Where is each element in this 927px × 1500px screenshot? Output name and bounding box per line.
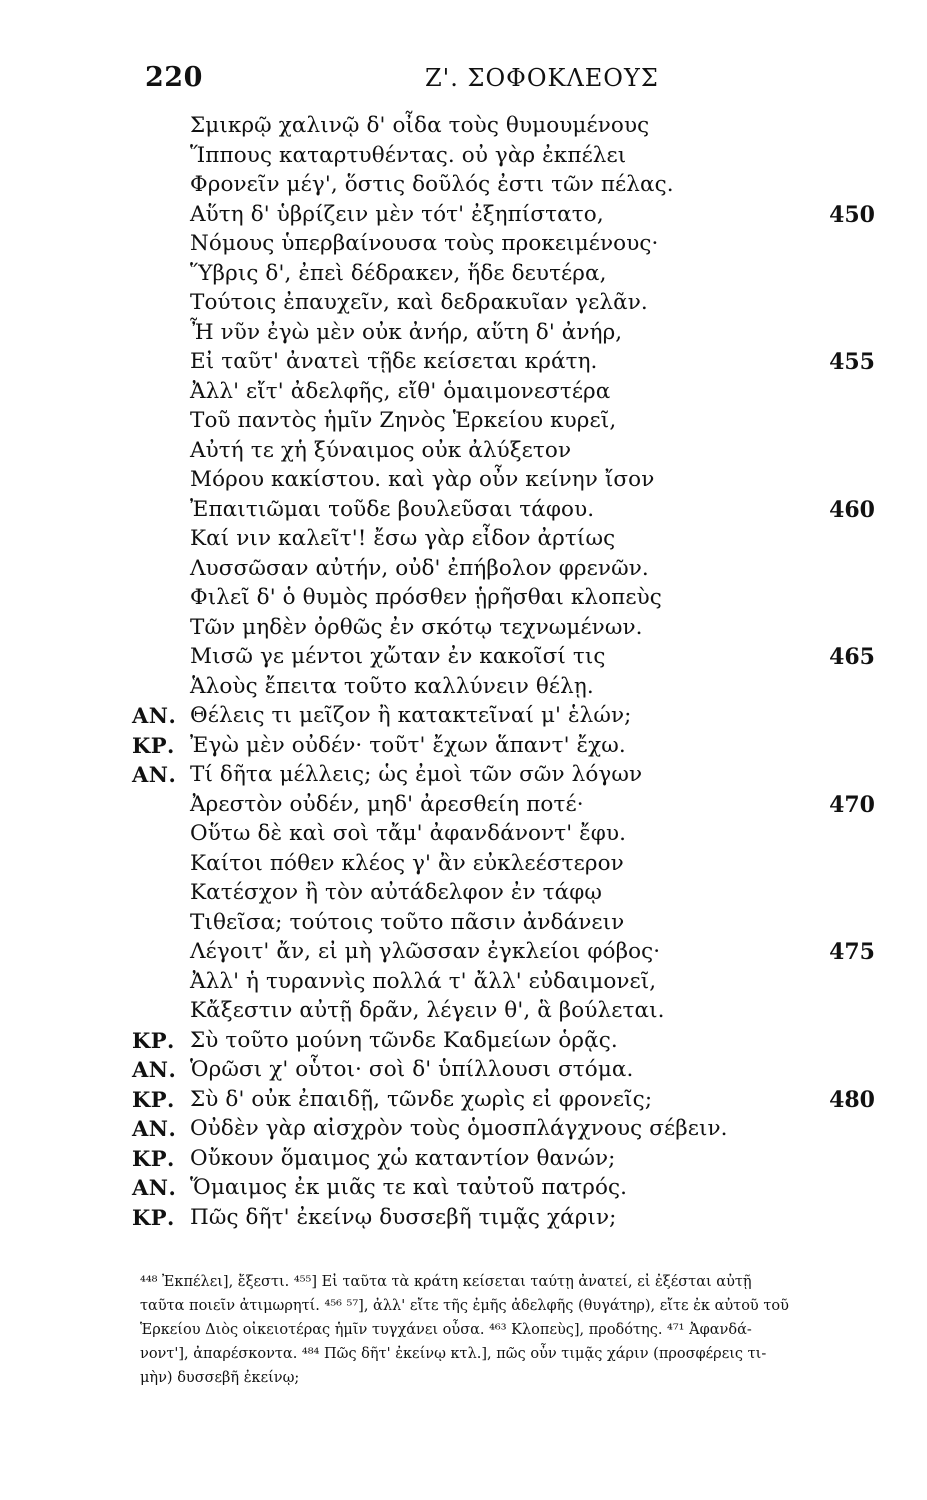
verse-line bbox=[0, 1087, 927, 1117]
speaker-label: ΑΝ. bbox=[132, 1057, 177, 1082]
line-number: 450 bbox=[829, 201, 875, 228]
verse-line bbox=[0, 1205, 927, 1235]
verse-text: Μισῶ γε μέντοι χὤταν ἐν κακοῖσί τις bbox=[190, 644, 606, 669]
verse-line bbox=[0, 231, 927, 261]
verse-line bbox=[0, 851, 927, 881]
verse-text: Τῶν μηδὲν ὀρθῶς ἐν σκότῳ τεχνωμένων. bbox=[190, 614, 643, 640]
verse-line bbox=[0, 1175, 927, 1205]
verse-text: Ἐγὼ μὲν οὐδέν· τοῦτ' ἔχων ἅπαντ' ἔχω. bbox=[190, 732, 626, 758]
footnote-line: ταῦτα ποιεῖν ἀτιμωρητί. ⁴⁵⁶ ⁵⁷], ἀλλ' εἴτε τῆς ἐμῆς ἀδελφῆς (θυγάτηρ), εἴτε ἐκ αὐτοῦ τοῦ bbox=[140, 1298, 789, 1314]
verse-text: Ὕβρις δ', ἐπεὶ δέδρακεν, ἥδε δευτέρα, bbox=[190, 260, 607, 286]
verse-text: Τοῦ παντὸς ἡμῖν Ζηνὸς Ἑρκείου κυρεῖ, bbox=[190, 408, 617, 433]
verse-line bbox=[0, 143, 927, 173]
verse-text: Θέλεις τι μεῖζον ἢ κατακτεῖναί μ' ἑλών; bbox=[190, 703, 632, 728]
footnote-line: ⁴⁴⁸ Ἐκπέλει], ἔξεστι. ⁴⁵⁵] Εἰ ταῦτα τὰ κράτη κείσεται ταύτῃ ἀνατεί, εἰ ἐξέσται αὐτῇ bbox=[140, 1274, 752, 1290]
verse-text: Τούτοις ἐπαυχεῖν, καὶ δεδρακυῖαν γελᾶν. bbox=[190, 290, 648, 315]
speaker-label: ΑΝ. bbox=[132, 1116, 177, 1141]
verse-text: Λέγοιτ' ἄν, εἰ μὴ γλῶσσαν ἐγκλείοι φόβος· bbox=[190, 939, 661, 964]
verse-line bbox=[0, 497, 927, 527]
footnote-line: μὴν) δυσσεβῆ ἐκείνῳ; bbox=[140, 1370, 300, 1386]
verse-text: Οὔκουν ὅμαιμος χὡ καταντίον θανών; bbox=[190, 1145, 616, 1171]
verse-text: Ἀρεστὸν οὐδέν, μηδ' ἀρεσθείη ποτέ· bbox=[190, 791, 584, 817]
verse-line bbox=[0, 585, 927, 615]
verse-line bbox=[0, 526, 927, 556]
verse-line bbox=[0, 172, 927, 202]
verse-text: Σμικρῷ χαλινῷ δ' οἶδα τοὺς θυμουμένους bbox=[190, 113, 650, 138]
verse-text: Τί δῆτα μέλλεις; ὡς ἐμοὶ τῶν σῶν λόγων bbox=[190, 762, 643, 787]
verse-text: Τιθεῖσα; τούτοις τοῦτο πᾶσιν ἀνδάνειν bbox=[190, 909, 625, 935]
verse-line bbox=[0, 438, 927, 468]
verse-line bbox=[0, 1057, 927, 1087]
verse-line bbox=[0, 939, 927, 969]
verse-text: Ἵππους καταρτυθέντας. οὐ γὰρ ἐκπέλει bbox=[190, 142, 627, 168]
verse-text: Κἄξεστιν αὐτῇ δρᾶν, λέγειν θ', ἃ βούλεται. bbox=[190, 998, 665, 1023]
speaker-label: ΑΝ. bbox=[132, 703, 177, 728]
verse-line bbox=[0, 674, 927, 704]
verse-line bbox=[0, 349, 927, 379]
speaker-label: ΑΝ. bbox=[132, 762, 177, 787]
verse-line bbox=[0, 556, 927, 586]
verse-line bbox=[0, 615, 927, 645]
speaker-label: ΚΡ. bbox=[132, 1204, 175, 1230]
verse-text: Ἦ νῦν ἐγὼ μὲν οὐκ ἀνήρ, αὕτη δ' ἀνήρ, bbox=[190, 319, 623, 345]
verse-text: Οὐδὲν γὰρ αἰσχρὸν τοὺς ὁμοσπλάγχνους σέβειν. bbox=[190, 1116, 728, 1141]
verse-text: Οὕτω δὲ καὶ σοὶ τἄμ' ἀφανδάνοντ' ἔφυ. bbox=[190, 821, 627, 846]
verse-line bbox=[0, 969, 927, 999]
verse-text: Νόμους ὑπερβαίνουσα τοὺς προκειμένους· bbox=[190, 231, 659, 256]
verse-line bbox=[0, 290, 927, 320]
verse-line bbox=[0, 998, 927, 1028]
verse-text: Σὺ δ' οὐκ ἐπαιδῇ, τῶνδε χωρὶς εἰ φρονεῖς; bbox=[190, 1086, 653, 1112]
verse-text: Φιλεῖ δ' ὁ θυμὸς πρόσθεν ᾑρῆσθαι κλοπεὺς bbox=[190, 585, 662, 610]
verse-line bbox=[0, 467, 927, 497]
speaker-label: ΚΡ. bbox=[132, 1086, 175, 1112]
verse-text: Φρονεῖν μέγ', ὅστις δοῦλός ἐστι τῶν πέλας. bbox=[190, 172, 674, 197]
verse-line bbox=[0, 202, 927, 232]
line-number: 475 bbox=[829, 939, 875, 965]
verse-line bbox=[0, 792, 927, 822]
verse-text: Σὺ τοῦτο μούνη τῶνδε Καδμείων ὁρᾷς. bbox=[190, 1027, 618, 1053]
verse-text: Ὅμαιμος ἐκ μιᾶς τε καὶ ταὐτοῦ πατρός. bbox=[190, 1175, 628, 1200]
line-number: 465 bbox=[829, 644, 875, 670]
verse-line bbox=[0, 910, 927, 940]
verse-line bbox=[0, 408, 927, 438]
line-number: 470 bbox=[829, 791, 875, 818]
speaker-label: ΚΡ. bbox=[132, 1027, 175, 1053]
verse-line bbox=[0, 261, 927, 291]
verse-text: Ἀλλ' ἡ τυραννὶς πολλά τ' ἄλλ' εὐδαιμονεῖ, bbox=[190, 968, 657, 994]
page-number: 220 bbox=[145, 62, 203, 93]
verse-line bbox=[0, 644, 927, 674]
line-number: 480 bbox=[829, 1086, 875, 1113]
verse-text: Ἁλοὺς ἔπειτα τοῦτο καλλύνειν θέλῃ. bbox=[190, 673, 594, 699]
running-header bbox=[0, 62, 927, 96]
verse-line bbox=[0, 733, 927, 763]
verse-text: Μόρου κακίστου. καὶ γὰρ οὖν κείνην ἴσον bbox=[190, 467, 655, 492]
verse-text: Πῶς δῆτ' ἐκείνῳ δυσσεβῆ τιμᾷς χάριν; bbox=[190, 1204, 617, 1230]
verse-line bbox=[0, 880, 927, 910]
footnotes bbox=[140, 1270, 880, 1390]
speaker-label: ΚΡ. bbox=[132, 1145, 175, 1171]
line-number: 460 bbox=[829, 496, 875, 523]
verse-line bbox=[0, 1146, 927, 1176]
verse-text: Ἐπαιτιῶμαι τοῦδε βουλεῦσαι τάφου. bbox=[190, 496, 595, 522]
verse-line bbox=[0, 762, 927, 792]
verse-line bbox=[0, 113, 927, 143]
verse-text: Εἰ ταῦτ' ἀνατεὶ τῇδε κείσεται κράτη. bbox=[190, 349, 598, 374]
line-number: 455 bbox=[829, 349, 875, 375]
verse-line bbox=[0, 703, 927, 733]
verse-line bbox=[0, 320, 927, 350]
verse-line bbox=[0, 821, 927, 851]
running-title: Ζ'. ΣΟΦΟΚΛΕΟΥΣ bbox=[425, 64, 659, 92]
verse-line bbox=[0, 1028, 927, 1058]
verse-text: Αὕτη δ' ὑβρίζειν μὲν τότ' ἐξηπίστατο, bbox=[190, 201, 604, 227]
verse-text: Καίτοι πόθεν κλέος γ' ἂν εὐκλεέστερον bbox=[190, 850, 624, 876]
speaker-label: ΚΡ. bbox=[132, 732, 175, 758]
verse-text: Αὐτή τε χἡ ξύναιμος οὐκ ἀλύξετον bbox=[190, 437, 572, 463]
verse-text: Λυσσῶσαν αὐτήν, οὐδ' ἐπήβολον φρενῶν. bbox=[190, 555, 649, 581]
verse-line bbox=[0, 1116, 927, 1146]
verse-line bbox=[0, 379, 927, 409]
verse-text: Ἀλλ' εἴτ' ἀδελφῆς, εἴθ' ὁμαιμονεστέρα bbox=[190, 378, 611, 404]
footnote-line: Ἑρκείου Διὸς οἰκειοτέρας ἡμῖν τυγχάνει οὖσα. ⁴⁶³ Κλοπεὺς], προδότης. ⁴⁷¹ Ἀφανδά- bbox=[140, 1322, 752, 1338]
verse-text: Ὁρῶσι χ' οὗτοι· σοὶ δ' ὑπίλλουσι στόμα. bbox=[190, 1057, 634, 1082]
verse-text: Καί νιν καλεῖτ'! ἔσω γὰρ εἶδον ἀρτίως bbox=[190, 526, 616, 551]
verse-text: Κατέσχον ἢ τὸν αὐτάδελφον ἐν τάφῳ bbox=[190, 880, 602, 905]
speaker-label: ΑΝ. bbox=[132, 1175, 177, 1200]
footnote-line: νοντ'], ἀπαρέσκοντα. ⁴⁸⁴ Πῶς δῆτ' ἐκείνῳ κτλ.], πῶς οὖν τιμᾷς χάριν (προσφέρεις τι- bbox=[140, 1346, 767, 1362]
